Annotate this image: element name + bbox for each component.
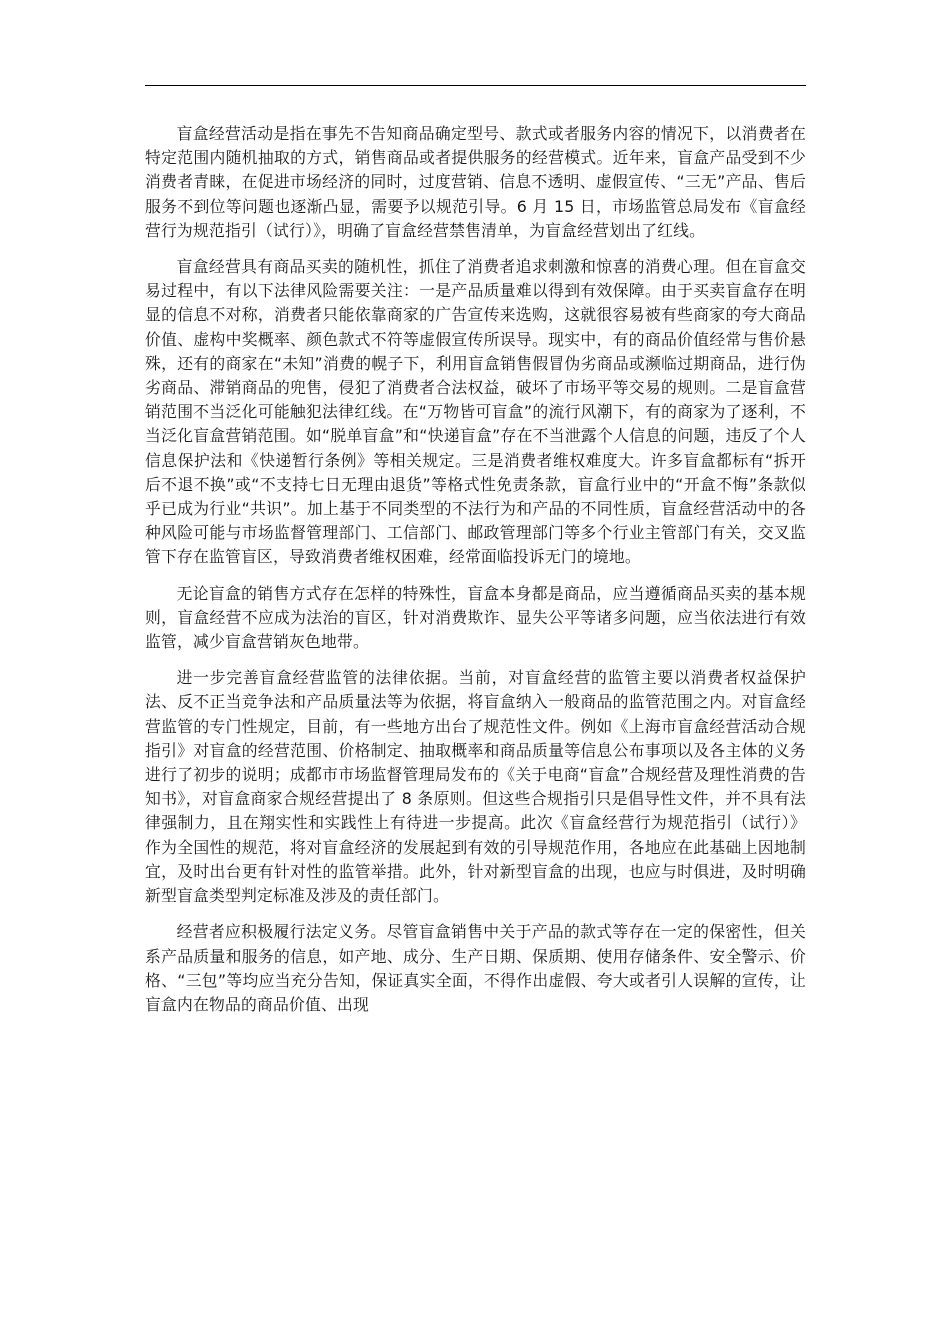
paragraph-legal-basis: 进一步完善盲盒经营监管的法律依据。当前，对盲盒经营的监管主要以消费者权益保护法、反不正当竞争法和产品质量法等为依据，将盲盒纳入一般商品的监管范围之内。对盲盒经营监管的专门性规定，目前，有一些地方出台了规范性文件。例如《上海市盲盒经营活动合规指引》对盲盒的经营范围、价格制定、抽取概率和商品质量等信息公布事项以及各主体的义务进行了初步的说明；成都市市场监督管理局发布的《关于电商“盲盒”合规经营及理性消费的告知书》，对盲盒商家合规经营提出了 8 条原则。但这些合规指引只是倡导性文件，并不具有法律强制力，且在翔实性和实践性上有待进一步提高。此次《盲盒经营行为规范指引（试行）》作为全国性的规范，将对盲盒经济的发展起到有效的引导规范作用，各地应在此基础上因地制宜，及时出台更有针对性的监管举措。此外，针对新型盲盒的出现，也应与时俱进，及时明确新型盲盒类型判定标准及涉及的责任部门。	[145, 668, 806, 906]
header-rule	[145, 85, 806, 86]
article-body	[145, 122, 806, 1029]
paragraph-legal-risks: 盲盒经营具有商品买卖的随机性，抓住了消费者追求刺激和惊喜的消费心理。但在盲盒交易过程中，有以下法律风险需要关注：一是产品质量难以得到有效保障。由于买卖盲盒存在明显的信息不对称，消费者只能依靠商家的广告宣传来选购，这就很容易被有些商家的夸大商品价值、虚构中奖概率、颜色款式不符等虚假宣传所误导。现实中，有的商品价值经常与售价悬殊，还有的商家在“未知”消费的幌子下，利用盲盒销售假冒伪劣商品或濒临过期商品，进行伪劣商品、滞销商品的兜售，侵犯了消费者合法权益，破坏了市场平等交易的规则。二是盲盒营销范围不当泛化可能触犯法律红线。在“万物皆可盲盒”的流行风潮下，有的商家为了逐利，不当泛化盲盒营销范围。如“脱单盲盒”和“快递盲盒”存在不当泄露个人信息的问题，违反了个人信息保护法和《快递暂行条例》等相关规定。三是消费者维权难度大。许多盲盒都标有“拆开后不退不换”或“不支持七日无理由退货”等格式性免责条款，盲盒行业中的“开盒不悔”条款似乎已成为行业“共识”。加上基于不同类型的不法行为和产品的不同性质，盲盒经营活动中的各种风险可能与市场监督管理部门、工信部门、邮政管理部门等多个行业主管部门有关，交叉监管下存在监管盲区，导致消费者维权困难，经常面临投诉无门的境地。	[145, 257, 806, 567]
paragraph-regulation-need: 无论盲盒的销售方式存在怎样的特殊性，盲盒本身都是商品，应当遵循商品买卖的基本规则，盲盒经营不应成为法治的盲区，针对消费欺诈、显失公平等诸多问题，应当依法进行有效监管，减少盲盒营销灰色地带。	[145, 583, 806, 652]
paragraph-operator-duties: 经营者应积极履行法定义务。尽管盲盒销售中关于产品的款式等存在一定的保密性，但关系产品质量和服务的信息，如产地、成分、生产日期、保质期、使用存储条件、安全警示、价格、“三包”等均应当充分告知，保证真实全面，不得作出虚假、夸大或者引人误解的宣传，让盲盒内在物品的商品价值、出现	[145, 922, 806, 1014]
paragraph-intro: 盲盒经营活动是指在事先不告知商品确定型号、款式或者服务内容的情况下，以消费者在特定范围内随机抽取的方式，销售商品或者提供服务的经营模式。近年来，盲盒产品受到不少消费者青睐，在促进市场经济的同时，过度营销、信息不透明、虚假宣传、“三无”产品、售后服务不到位等问题也逐渐凸显，需要予以规范引导。6 月 15 日，市场监管总局发布《盲盒经营行为规范指引（试行）》，明确了盲盒经营禁售清单，为盲盒经营划出了红线。	[145, 124, 806, 240]
